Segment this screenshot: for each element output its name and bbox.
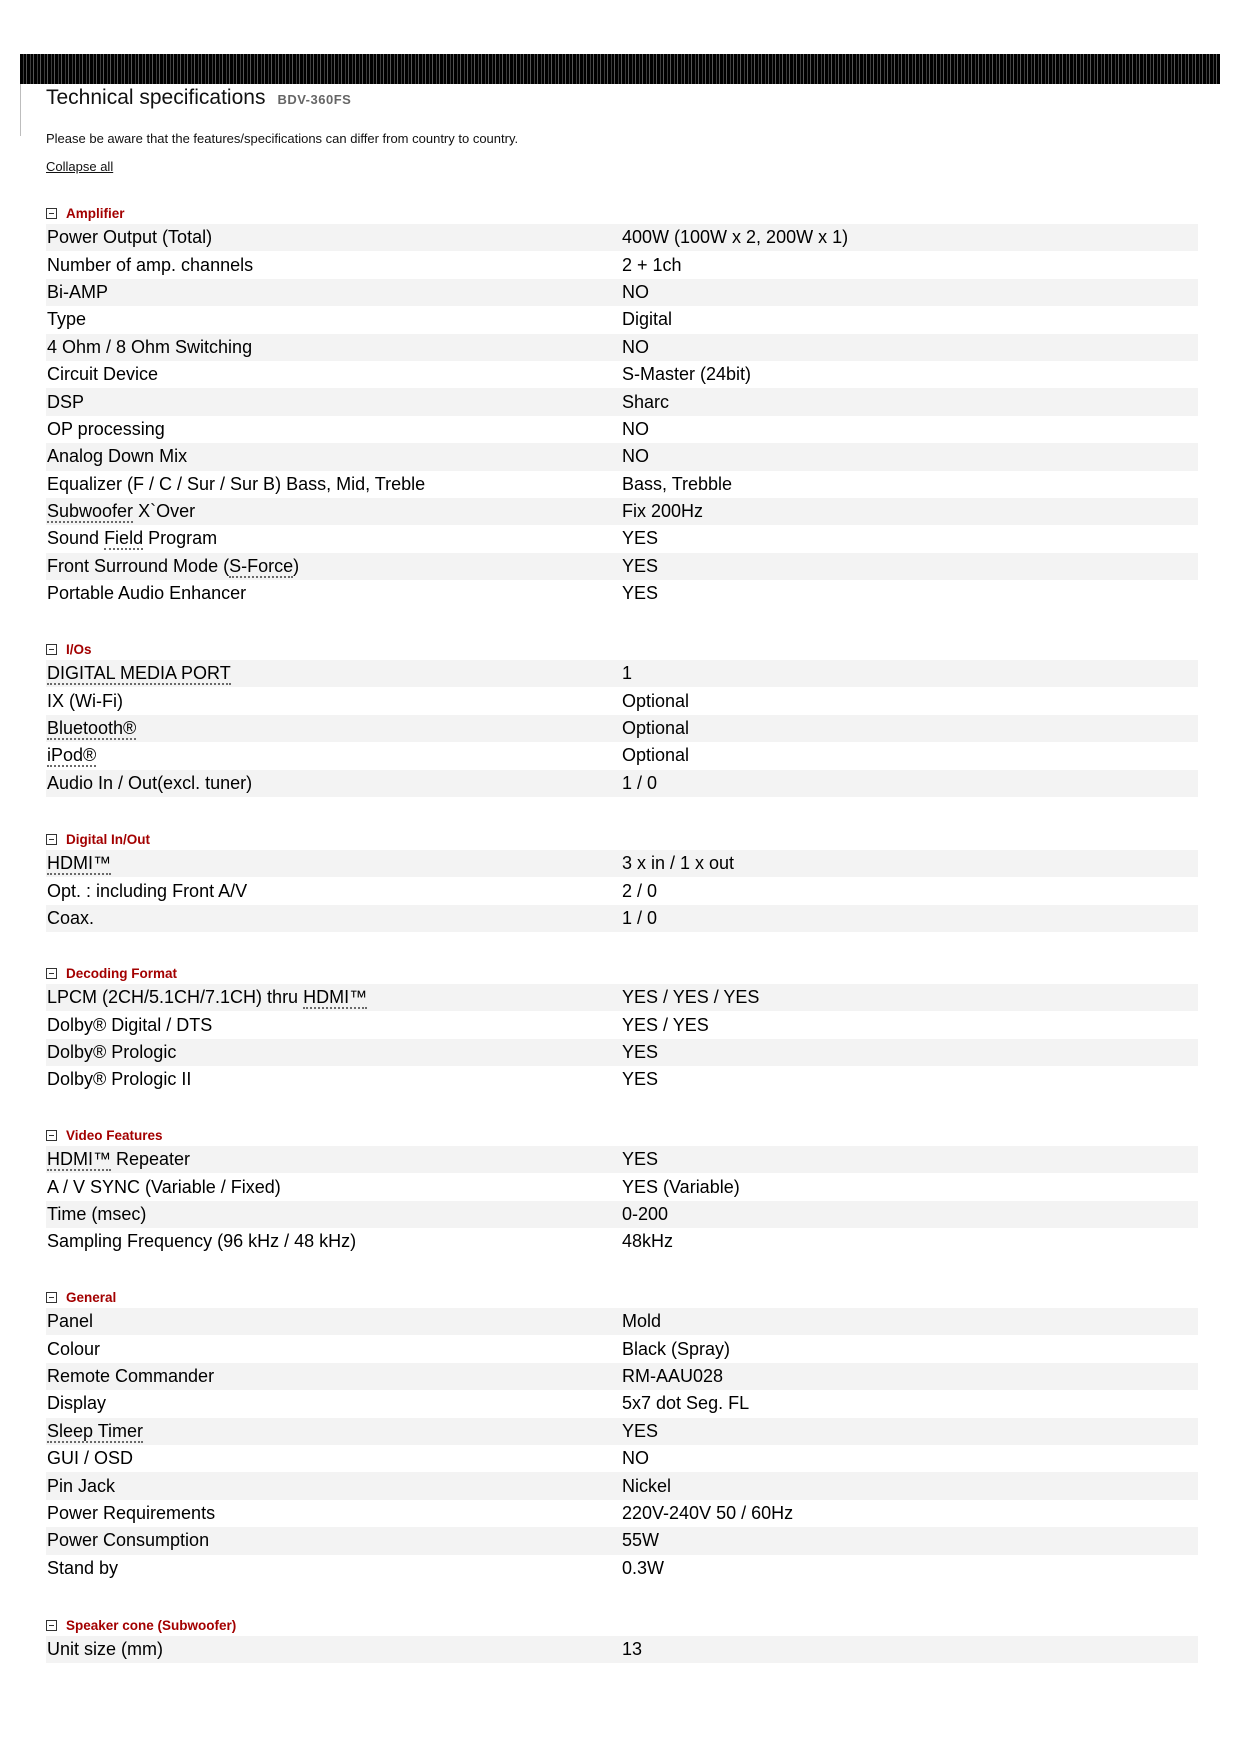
page-title-row [46, 86, 351, 112]
spec-label [46, 501, 622, 522]
spec-value: Fix 200Hz [622, 501, 704, 522]
spec-label [46, 908, 622, 929]
glossary-term[interactable]: Field [104, 528, 144, 549]
section-toggle[interactable] [46, 1614, 1198, 1636]
spec-label [46, 881, 622, 902]
spec-row [46, 1308, 1198, 1335]
spec-value: 220V-240V 50 / 60Hz [622, 1502, 794, 1523]
glossary-term[interactable]: Subwoofer [47, 501, 134, 522]
collapse-all-link[interactable]: Collapse all [46, 159, 114, 174]
spec-value: 2 / 0 [622, 880, 658, 901]
spec-value: YES [622, 1420, 659, 1441]
spec-table [46, 1636, 1198, 1663]
collapse-minus-icon[interactable] [46, 968, 57, 979]
section-toggle[interactable] [46, 202, 1198, 224]
spec-value: YES / YES / YES [622, 987, 760, 1008]
spec-value: NO [622, 1448, 649, 1469]
spec-label-text: Sound [47, 528, 105, 549]
spec-value: Digital [622, 309, 673, 330]
spec-label-text: LPCM (2CH/5.1CH/7.1CH) thru [47, 987, 304, 1008]
spec-row [46, 1201, 1198, 1228]
spec-row [46, 361, 1198, 388]
spec-label [46, 718, 622, 739]
spec-row [46, 660, 1198, 687]
spec-label-text: OP processing [47, 418, 165, 439]
spec-label-text: Analog Down Mix [47, 446, 188, 467]
section-title: I/Os [66, 641, 92, 657]
spec-label-text: DSP [47, 391, 85, 412]
spec-value: Black (Spray) [622, 1338, 731, 1359]
section-title: General [66, 1289, 117, 1305]
spec-label [46, 773, 622, 794]
glossary-term[interactable]: S-Force [229, 555, 294, 576]
spec-row [46, 715, 1198, 742]
spec-label [46, 1177, 622, 1198]
spec-row [46, 1445, 1198, 1472]
spec-label [46, 282, 622, 303]
section-toggle[interactable] [46, 828, 1198, 850]
spec-value: YES / YES [622, 1014, 709, 1035]
glossary-term[interactable]: HDMI™ [47, 853, 111, 874]
spec-label [46, 255, 622, 276]
spec-label [46, 1015, 622, 1036]
spec-value: 3 x in / 1 x out [622, 853, 735, 874]
spec-label-text: Audio In / Out(excl. tuner) [47, 772, 253, 793]
spec-label-text: Power Output (Total) [47, 227, 213, 248]
glossary-term[interactable]: iPod® [47, 745, 97, 766]
glossary-term[interactable]: HDMI™ [303, 987, 368, 1008]
spec-label [46, 474, 622, 495]
spec-row [46, 1228, 1198, 1255]
spec-value: Sharc [622, 391, 670, 412]
header-divider [20, 84, 21, 136]
spec-label [46, 987, 622, 1008]
spec-label [46, 364, 622, 385]
spec-label [46, 663, 622, 684]
spec-row [46, 443, 1198, 470]
spec-row [46, 416, 1198, 443]
spec-value: Optional [622, 717, 690, 738]
glossary-term[interactable]: Sleep Timer [47, 1420, 144, 1441]
spec-section [46, 1614, 1198, 1663]
spec-label-text: Coax. [47, 907, 95, 928]
spec-row [46, 251, 1198, 278]
country-notice: Please be aware that the features/specifications can differ from country to country. [46, 131, 519, 146]
section-title: Video Features [66, 1127, 163, 1143]
spec-label-text: GUI / OSD [47, 1448, 134, 1469]
spec-label-text: Dolby® Prologic II [47, 1069, 192, 1090]
spec-value: RM-AAU028 [622, 1365, 724, 1386]
spec-value: NO [622, 418, 649, 439]
spec-label [46, 1503, 622, 1524]
spec-value: 5x7 dot Seg. FL [622, 1393, 750, 1414]
section-title: Speaker cone (Subwoofer) [66, 1617, 237, 1633]
spec-label [46, 1393, 622, 1414]
spec-value: S-Master (24bit) [622, 364, 752, 385]
spec-label [46, 1448, 622, 1469]
spec-label [46, 1339, 622, 1360]
spec-row [46, 1011, 1198, 1038]
spec-value: YES [622, 583, 659, 604]
spec-label-text: Display [47, 1393, 107, 1414]
section-title: Digital In/Out [66, 831, 150, 847]
glossary-term[interactable]: Bluetooth® [47, 717, 137, 738]
spec-label [46, 1042, 622, 1063]
spec-row [46, 1472, 1198, 1499]
spec-label-text: Program [143, 528, 218, 549]
spec-label [46, 1476, 622, 1497]
spec-table [46, 1308, 1198, 1582]
spec-row [46, 687, 1198, 714]
spec-row [46, 1363, 1198, 1390]
spec-label-text: Time (msec) [47, 1203, 147, 1224]
spec-value: YES (Variable) [622, 1176, 740, 1197]
section-title: Decoding Format [66, 965, 178, 981]
spec-row [46, 334, 1198, 361]
spec-label-text: Dolby® Digital / DTS [47, 1014, 213, 1035]
spec-value: YES [622, 1149, 659, 1170]
section-title: Amplifier [66, 205, 125, 221]
spec-value: Nickel [622, 1475, 672, 1496]
spec-label [46, 583, 622, 604]
spec-value: NO [622, 446, 649, 467]
page-title: Technical specifications [46, 86, 266, 109]
spec-value: Optional [622, 690, 690, 711]
spec-label-text: Bi-AMP [47, 281, 109, 302]
spec-row [46, 1146, 1198, 1173]
header-bar [20, 54, 1220, 84]
collapse-minus-icon[interactable] [46, 1130, 57, 1141]
spec-row [46, 1500, 1198, 1527]
collapse-minus-icon[interactable] [46, 1620, 57, 1631]
spec-label [46, 1231, 622, 1252]
spec-label-text: Number of amp. channels [47, 254, 254, 275]
spec-row [46, 1555, 1198, 1582]
spec-label-text: Panel [47, 1311, 94, 1332]
spec-value: 400W (100W x 2, 200W x 1) [622, 227, 849, 248]
spec-label [46, 1204, 622, 1225]
spec-row [46, 1390, 1198, 1417]
spec-value: Bass, Trebble [622, 473, 733, 494]
spec-label-text: Opt. : including Front A/V [47, 880, 248, 901]
spec-value: NO [622, 281, 649, 302]
spec-table [46, 224, 1198, 607]
spec-row [46, 905, 1198, 932]
spec-label-text: Circuit Device [47, 364, 159, 385]
glossary-term[interactable]: HDMI™ [47, 1149, 111, 1170]
spec-table [46, 984, 1198, 1094]
spec-section [46, 962, 1198, 1094]
section-toggle[interactable] [46, 962, 1198, 984]
spec-table [46, 850, 1198, 932]
spec-label [46, 556, 622, 577]
spec-label-text: Power Consumption [47, 1530, 210, 1551]
spec-label [46, 1639, 622, 1660]
spec-section [46, 828, 1198, 932]
spec-row [46, 1527, 1198, 1554]
spec-label-text: 4 Ohm / 8 Ohm Switching [47, 336, 253, 357]
spec-label [46, 1149, 622, 1170]
spec-label-text: Type [47, 309, 87, 330]
spec-value: YES [622, 528, 659, 549]
spec-value: Optional [622, 745, 690, 766]
spec-value: 2 + 1ch [622, 254, 682, 275]
spec-label-text: Repeater [111, 1149, 191, 1170]
collapse-minus-icon[interactable] [46, 208, 57, 219]
spec-label [46, 419, 622, 440]
spec-section [46, 1124, 1198, 1256]
glossary-term[interactable]: DIGITAL MEDIA PORT [47, 663, 231, 684]
spec-label-text: Pin Jack [47, 1475, 116, 1496]
spec-row [46, 1039, 1198, 1066]
model-number: BDV-360FS [277, 92, 352, 107]
collapse-minus-icon[interactable] [46, 1292, 57, 1303]
spec-label [46, 446, 622, 467]
spec-row [46, 306, 1198, 333]
spec-value: 1 / 0 [622, 772, 658, 793]
spec-label [46, 528, 622, 549]
spec-row [46, 877, 1198, 904]
spec-label-text: Equalizer (F / C / Sur / Sur B) Bass, Mid, Treble [47, 473, 426, 494]
spec-section [46, 202, 1198, 607]
section-toggle[interactable] [46, 1124, 1198, 1146]
spec-table [46, 660, 1198, 797]
collapse-minus-icon[interactable] [46, 834, 57, 845]
spec-value: YES [622, 1041, 659, 1062]
spec-label [46, 1069, 622, 1090]
spec-label-text: Portable Audio Enhancer [47, 583, 247, 604]
spec-label-text: ) [293, 555, 300, 576]
spec-row [46, 742, 1198, 769]
collapse-minus-icon[interactable] [46, 644, 57, 655]
spec-label-text: Colour [47, 1338, 101, 1359]
spec-section [46, 1286, 1198, 1582]
spec-label [46, 337, 622, 358]
spec-row [46, 525, 1198, 552]
spec-row [46, 1418, 1198, 1445]
spec-row [46, 498, 1198, 525]
section-toggle[interactable] [46, 638, 1198, 660]
spec-label [46, 309, 622, 330]
spec-row [46, 224, 1198, 251]
spec-label [46, 745, 622, 766]
spec-label [46, 1421, 622, 1442]
spec-label [46, 1530, 622, 1551]
spec-row [46, 1066, 1198, 1093]
spec-row [46, 1636, 1198, 1663]
spec-section [46, 638, 1198, 797]
spec-label-text: Front Surround Mode ( [47, 555, 230, 576]
spec-label-text: Remote Commander [47, 1365, 215, 1386]
spec-value: 13 [622, 1639, 643, 1660]
spec-label [46, 227, 622, 248]
spec-label [46, 691, 622, 712]
spec-table [46, 1146, 1198, 1256]
spec-value: YES [622, 1069, 659, 1090]
spec-label-text: Stand by [47, 1557, 119, 1578]
spec-label-text: Unit size (mm) [47, 1639, 163, 1660]
spec-row [46, 553, 1198, 580]
spec-row [46, 580, 1198, 607]
spec-label [46, 1311, 622, 1332]
spec-value: YES [622, 555, 659, 576]
spec-row [46, 984, 1198, 1011]
spec-row [46, 770, 1198, 797]
spec-label-text: IX (Wi-Fi) [47, 690, 123, 711]
spec-label-text: X`Over [133, 501, 196, 522]
spec-label [46, 1558, 622, 1579]
spec-value: 48kHz [622, 1231, 674, 1252]
spec-row [46, 1335, 1198, 1362]
spec-value: 1 [622, 663, 633, 684]
spec-row [46, 850, 1198, 877]
spec-label-text: Power Requirements [47, 1502, 216, 1523]
spec-row [46, 279, 1198, 306]
spec-label [46, 392, 622, 413]
spec-value: 0-200 [622, 1203, 669, 1224]
spec-label [46, 853, 622, 874]
spec-label [46, 1366, 622, 1387]
spec-row [46, 388, 1198, 415]
spec-label-text: Sampling Frequency (96 kHz / 48 kHz) [47, 1231, 357, 1252]
spec-label-text: A / V SYNC (Variable / Fixed) [47, 1176, 281, 1197]
spec-row [46, 1173, 1198, 1200]
spec-value: 1 / 0 [622, 907, 658, 928]
spec-value: Mold [622, 1311, 662, 1332]
spec-value: NO [622, 336, 649, 357]
spec-row [46, 471, 1198, 498]
spec-value: 55W [622, 1530, 660, 1551]
spec-label-text: Dolby® Prologic [47, 1041, 177, 1062]
section-toggle[interactable] [46, 1286, 1198, 1308]
spec-value: 0.3W [622, 1557, 665, 1578]
